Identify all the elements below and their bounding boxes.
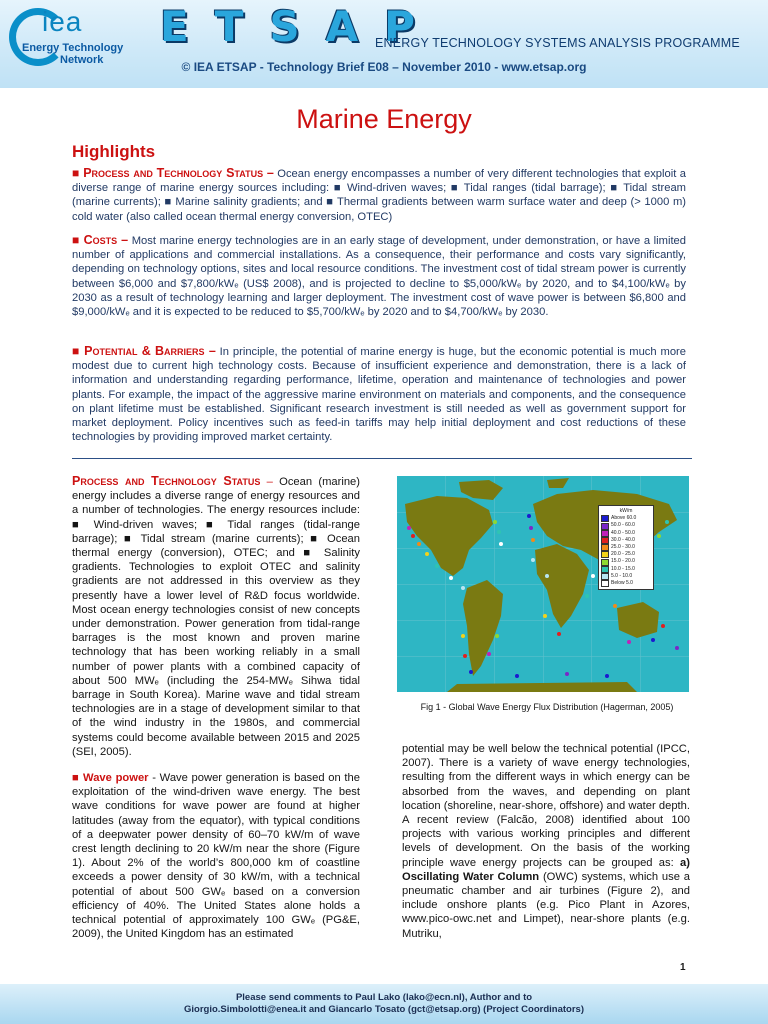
legend-swatch	[601, 551, 609, 558]
programme-name: ENERGY TECHNOLOGY SYSTEMS ANALYSIS PROGRAMME	[375, 36, 740, 50]
legend-entry	[601, 522, 651, 529]
wave-power-body: - Wave power generation is based on the exploitation of the wind-driven wave energy. The best wave conditions for wave power are found at higher latitudes (away from the equator), with typical conditions of a deepwater power density of 60–70 kW/m of wave crest length declining to 20 kW/m near the shore (Figure 1). About 2% of the world’s 800,000 km of coastline exceeds a power density of 30 kW/m, with a technical potential of about 500 GWₑ based on a conversion efficiency of 40%. The United States alone holds a technical potential of approximately 100 GWₑ (PG&E, 2009), the United Kingdom has an estimated	[72, 772, 360, 941]
map-legend	[598, 505, 654, 590]
legend-label: Below 5.0	[611, 580, 633, 587]
legend-label: 30.0 - 40.0	[611, 536, 635, 543]
header-banner	[0, 0, 768, 88]
page-number: 1	[680, 962, 686, 973]
highlight-status-body: Ocean energy encompasses a number of very different technologies that exploit a diverse range of marine energy sources including: ■ Wind-driven waves; ■ Tidal ranges (tidal barrage); ■ Tidal stream (marine currents); ■ Marine salinity gradients; and ■ Thermal gradients between warm surface water and deep (> 1000 m) cold water (also called ocean thermal energy conversion, OTEC)	[72, 168, 686, 223]
legend-label: 20.0 - 25.0	[611, 551, 635, 558]
legend-swatch	[601, 544, 609, 551]
wave-flux-map	[397, 476, 689, 692]
highlight-costs	[72, 233, 686, 319]
page-title: Marine Energy	[296, 104, 472, 134]
footer-text	[0, 992, 768, 1016]
legend-swatch	[601, 566, 609, 573]
highlights-heading: Highlights	[72, 142, 156, 161]
legend-label: Above 60.0	[611, 515, 637, 522]
legend-label: 15.0 - 20.0	[611, 558, 635, 565]
legend-entry	[601, 566, 651, 573]
logo-line-1: Energy Technology	[22, 42, 124, 54]
legend-label: 50.0 - 60.0	[611, 522, 635, 529]
legend-swatch	[601, 559, 609, 566]
highlight-status-label: Process and Technology Status –	[83, 166, 274, 180]
legend-entry	[601, 573, 651, 580]
legend-entry	[601, 530, 651, 537]
legend-swatch	[601, 530, 609, 537]
legend-entry	[601, 515, 651, 522]
legend-swatch	[601, 515, 609, 522]
footer-line-2: Giorgio.Simbolotti@enea.it and Giancarlo Tosato (gct@etsap.org) (Project Coordinators)	[184, 1004, 584, 1015]
legend-swatch	[601, 523, 609, 530]
etsap-brand: ETSAP	[160, 2, 441, 51]
brief-line: © IEA ETSAP - Technology Brief E08 – November 2010 - www.etsap.org	[181, 60, 587, 74]
legend-swatch	[601, 573, 609, 580]
legend-entry	[601, 580, 651, 587]
legend-label: 10.0 - 15.0	[611, 565, 635, 572]
legend-label: 5.0 - 10.0	[611, 572, 633, 579]
legend-entry	[601, 558, 651, 565]
highlight-potential	[72, 344, 686, 444]
bullet-square-icon: ■	[72, 166, 84, 180]
legend-rows	[601, 515, 651, 587]
legend-swatch	[601, 537, 609, 544]
legend-label: 40.0 - 50.0	[611, 529, 635, 536]
right-text-a: potential may be well below the technical potential (IPCC, 2007). There is a variety of wave energy technologies, resulting from the different ways in which energy can be absorbed from the waves, and depending on plant location (shoreline, near-shore, offshore) and water depth. A recent review (Falcão, 2008) identified about 100 projects with various working principles and different levels of development. On the basis of the working principle wave energy projects can be grouped as:	[402, 743, 690, 869]
bullet-square-icon: ■	[72, 233, 84, 247]
left-column-wave	[72, 771, 360, 941]
bullet-square-icon: ■	[72, 344, 85, 358]
highlight-costs-body: Most marine energy technologies are in an early stage of development, under demonstration, or have a limited number of applications and commercial installations. As a consequence, their performance and costs vary significantly, depending on technology options, sites and local resource conditions. The investment cost of tidal stream power is currently between $6,000 and $7,800/kWₑ (US$ 2008), and is projected to decline to $5,000/kWₑ by 2020, and to $4,100/kWₑ by 2030 as a result of technology learning and larger deployment. The investment cost of wave power is between $6,800 and $9,000/kWₑ and it is expected to be reduced to $5,700/kWₑ by 2020 and to $4,700/kWₑ by 2030.	[72, 235, 686, 319]
wave-power-label: ■ Wave power	[72, 772, 149, 784]
logo-line-2: Network	[60, 54, 104, 66]
highlight-potential-label: Potential & Barriers –	[84, 344, 216, 358]
status-section-dash: –	[260, 476, 280, 488]
highlight-status	[72, 166, 686, 224]
highlight-potential-body: In principle, the potential of marine energy is huge, but the economic potential is much more modest due to current high technology costs. Because of insufficient experience and demonstration, there is a lack of information and understanding regarding performance, lifetime, operation and maintenance of technologies and power plants. For example, the impact of the aggressive marine environment on materials and components, and the consequence on plant lifetime must be established. Significant research investment is still needed as well as government support for market deployment. Policy incentives such as feed-in tariffs may help initial deployment and cost reductions of these technologies by providing improved market certainty.	[72, 346, 687, 444]
legend-swatch	[601, 580, 609, 587]
legend-title: kW/m	[619, 508, 633, 514]
status-section-body: Ocean (marine) energy includes a diverse range of energy resources and a number of technologies. The energy resources include: ■ Wind-driven waves; ■ Tidal ranges (tidal-range barrage); ■ Tidal stream (marine currents); ■ Ocean thermal energy (conversion), OTEC; and ■ Salinity gradients. Technologies to exploit OTEC and salinity gradients are not addressed in this overview as they presently have a lower level of R&D focus worldwide. Most ocean energy technologies consist of new concepts under demonstration. Power generation from tidal-range barrages is the most known and proven marine technology that has been working reliably in a small number of power plants with a combined capacity of about 500 MWₑ (including the 254-MWₑ Sihwa tidal barrage in South Korea). Marine wave and tidal stream technologies are in a stage of development similar to that of the wind industry in the 1980s, and commercial systems could become available between 2015 and 2025 (SEI, 2005).	[72, 476, 360, 758]
iea-logo-text: iea	[42, 6, 83, 37]
highlight-costs-label: Costs –	[83, 233, 129, 247]
owc-label: a) Oscillating Water Column	[402, 856, 690, 883]
right-text-b: (OWC) systems, which use a pneumatic chamber and air turbines (Figure 2), and include onshore plants (e.g. Pico Plant in Azores, www.pico-owc.net and Limpet), near-shore plants (e.g. Mutriku,	[402, 870, 691, 940]
status-section-label: Process and Technology Status	[72, 474, 261, 488]
legend-entry	[601, 537, 651, 544]
footer-line-1: Please send comments to Paul Lako (lako@ecn.nl), Author and to	[235, 992, 533, 1003]
right-column-text	[402, 742, 690, 941]
figure-caption: Fig 1 - Global Wave Energy Flux Distribution (Hagerman, 2005)	[420, 702, 674, 712]
legend-entry	[601, 551, 651, 558]
legend-entry	[601, 544, 651, 551]
left-column-status	[72, 474, 360, 759]
section-divider	[72, 458, 692, 459]
legend-label: 25.0 - 30.0	[611, 544, 635, 551]
